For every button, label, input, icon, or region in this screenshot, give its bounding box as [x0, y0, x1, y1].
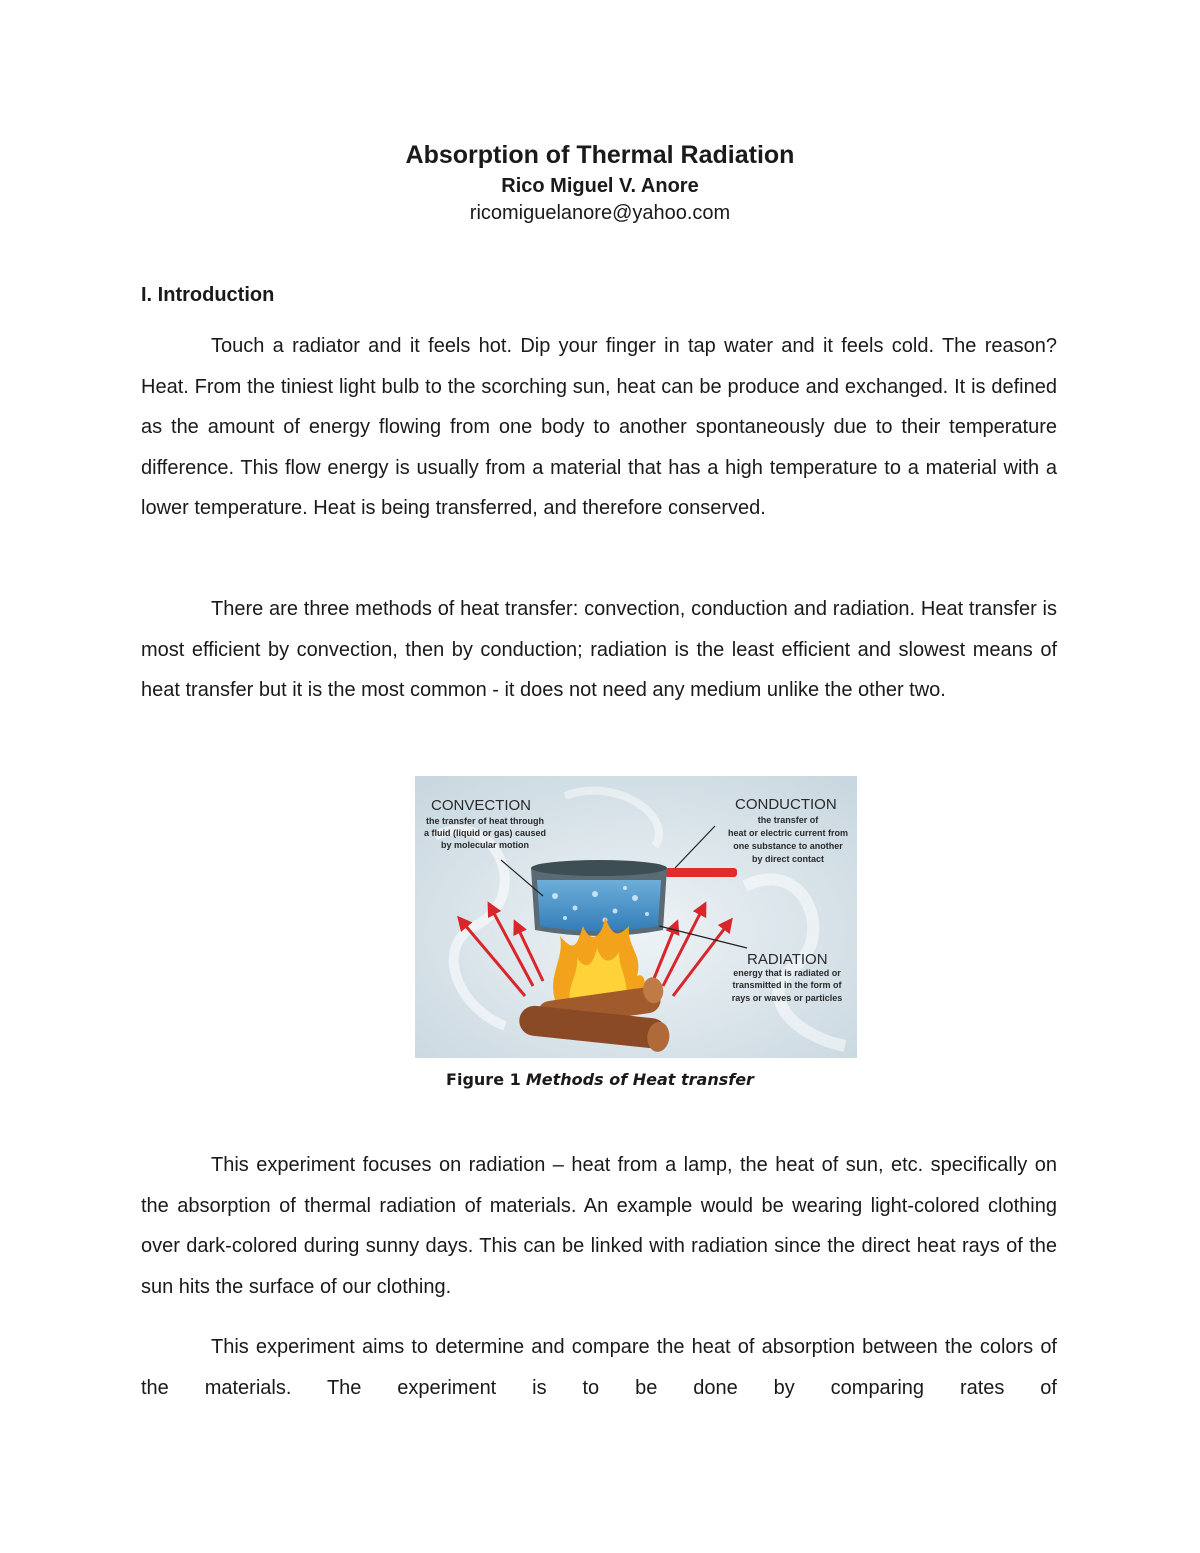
radiation-title: RADIATION: [747, 951, 828, 968]
conduction-desc-line: one substance to another: [733, 841, 843, 851]
caption-text: Methods of Heat transfer: [525, 1070, 754, 1089]
convection-desc-line: the transfer of heat through: [425, 816, 545, 826]
pot-handle: [665, 868, 737, 877]
paragraph-4: This experiment aims to determine and compare the heat of absorption between the colors of the materials. The experiment is to be done by comparing rates of: [141, 1336, 1057, 1399]
document-title: Absorption of Thermal Radiation: [405, 141, 795, 169]
convection-desc-line: a fluid (liquid or gas) caused: [423, 828, 547, 838]
pot-water: [537, 880, 661, 931]
pot-rim: [531, 860, 667, 876]
convection-desc-line: by molecular motion: [440, 840, 530, 850]
paragraph-2: There are three methods of heat transfer: convection, conduction and radiation. Heat transfer is most efficient by convection, then by conduction; radiation is the least efficient and slowest means of heat transfer but it is the most common - it does not need any medium unlike the other two.: [141, 598, 1057, 702]
radiation-desc-line: rays or waves or particles: [731, 993, 843, 1003]
conduction-desc-line: the transfer of: [757, 815, 819, 825]
author-email: ricomiguelanore@yahoo.com: [469, 202, 731, 224]
paragraph-1: Touch a radiator and it feels hot. Dip your finger in tap water and it feels cold. The reason? Heat. From the tiniest light bulb to the scorching sun, heat can be produce and exchanged. It is defined as the amount of energy flowing from one body to another spontaneously due to their temperature difference. This flow energy is usually from a material that has a high temperature to a material with a lower temperature. Heat is being transferred, and therefore conserved.: [141, 335, 1057, 520]
heat-transfer-illustration: [415, 776, 857, 1058]
caption-label: Figure 1: [446, 1070, 521, 1089]
convection-title: CONVECTION: [431, 797, 532, 814]
radiation-desc-line: transmitted in the form of: [732, 980, 842, 990]
section-heading: I. Introduction: [141, 284, 275, 306]
figure-caption: [0, 1070, 1200, 1089]
conduction-desc-line: heat or electric current from: [727, 828, 849, 838]
conduction-desc-line: by direct contact: [751, 854, 825, 864]
conduction-title: CONDUCTION: [735, 796, 837, 813]
radiation-desc-line: energy that is radiated or: [733, 968, 841, 978]
author-name: Rico Miguel V. Anore: [501, 175, 699, 197]
paragraph-3: This experiment focuses on radiation – heat from a lamp, the heat of sun, etc. specifically on the absorption of thermal radiation of materials. An example would be wearing light-colored clothing over dark-colored during sunny days. This can be linked with radiation since the direct heat rays of the sun hits the surface of our clothing.: [141, 1154, 1057, 1298]
heat-transfer-figure: [415, 776, 857, 1058]
